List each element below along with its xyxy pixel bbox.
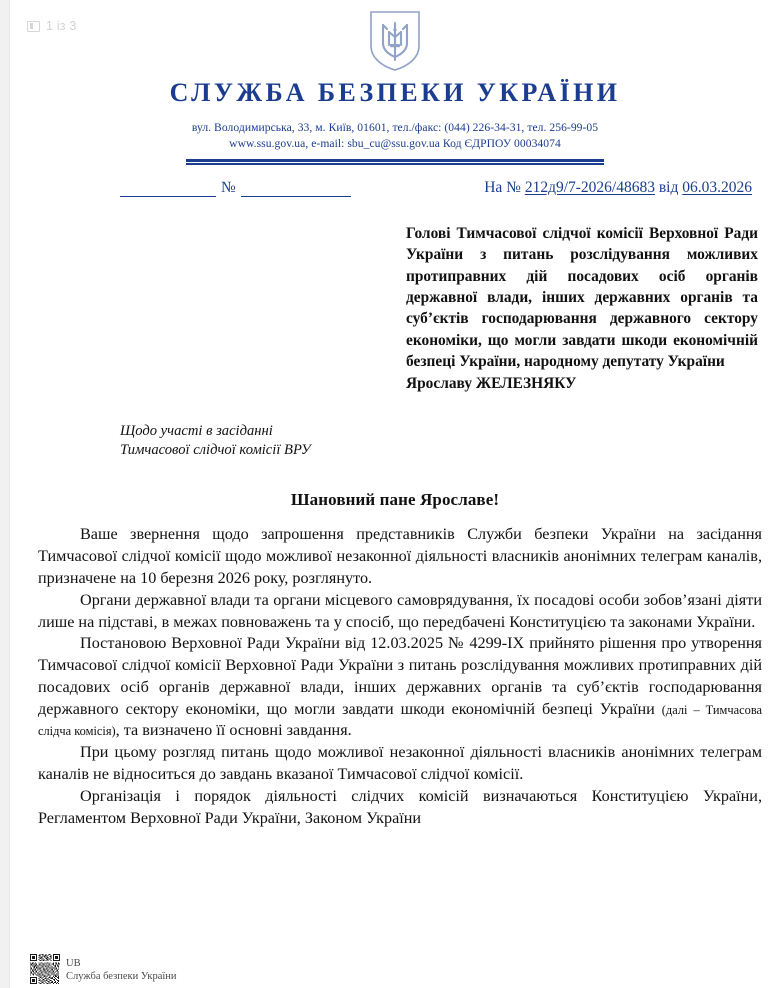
signature-stamp <box>30 954 177 984</box>
paragraph-3: При цьому розгляд питань щодо можливої незаконної діяльності власників анонімних телеграм каналів не відноситься до завдань вказаної Тимчасової слідчої комісії. <box>38 743 762 784</box>
letterhead-divider <box>186 159 604 165</box>
outgoing-date-blank <box>120 181 216 197</box>
paragraph-resolution <box>38 633 762 742</box>
page-indicator-label: 1 із 3 <box>46 19 77 33</box>
letterhead <box>10 0 780 165</box>
paragraph-2: Органи державної влади та органи місцевого самоврядування, їх посадові особи зобов’язані діяти лише на підставі, в межах повноважень та у спосіб, що передбачені Конституцією та законами України. <box>38 590 762 631</box>
resolution-part-1: Постановою Верховної Ради України від 12.03.2025 № 4299-IX прийнято рішення про утворення Тимчасової слідчої комісії Верховної Ради України з питань розслідування можливих протиправних дій посадових осіб органів державної влади, інших державних органів та суб’єктів господарювання державного сектору економіки, що могли завдати шкоди економічній безпеці України <box>38 634 762 718</box>
reply-number: 212д9/7-2026/48683 <box>524 178 655 196</box>
subject-line-2: Тимчасової слідчої комісії ВРУ <box>120 442 311 459</box>
resolution-part-2: , та визначено її основні завдання. <box>115 721 352 740</box>
organization-title: СЛУЖБА БЕЗПЕКИ УКРАЇНИ <box>169 78 621 107</box>
paragraph-1: Ваше звернення щодо запрошення представників Служби безпеки України на засідання Тимчасової слідчої комісії щодо можливої незаконної діяльності власників анонімних телеграм каналів, призначене на 10 березня 2026 року, розглянуто. <box>38 525 762 588</box>
reference-row <box>10 179 780 205</box>
address-line: вул. Володимирська, 33, м. Київ, 01601, тел./факс: (044) 226-34-31, тел. 256-99-05 <box>191 121 599 134</box>
paragraph-4: Організація і порядок діяльності слідчих комісій визначаються Конституцією України, Регламентом Верховної Ради України, Законом України <box>38 786 762 827</box>
reply-prefix: На № <box>484 178 521 196</box>
qr-code <box>30 954 60 984</box>
addressee-body: Голові Тимчасової слідчої комісії Верховної Ради України з питань розслідування можливих протиправних дій посадових осіб органів державної влади, інших державних органів та суб’єктів господарювання державного сектору економіки, що могли завдати шкоди економічній безпеці України, народному депутату України <box>406 224 758 371</box>
divider-thin-line <box>186 163 604 164</box>
pages-icon <box>27 21 40 32</box>
ukraine-trident-emblem <box>368 10 422 72</box>
subject-block <box>120 422 780 461</box>
subject-line-1: Щодо участі в засіданні <box>120 422 273 439</box>
date-prefix: від <box>658 178 679 196</box>
reply-date: 06.03.2026 <box>682 178 752 196</box>
document-page <box>10 0 780 988</box>
stamp-line-1: UB <box>66 958 81 969</box>
incoming-reference <box>484 179 752 197</box>
outgoing-number-blank <box>241 181 351 197</box>
salutation: Шановний пане Ярославе! <box>290 490 500 510</box>
resolution-note: (далі – Тимчасова слідча комісія) <box>38 702 763 739</box>
contact-info <box>10 120 780 153</box>
stamp-text <box>66 954 177 983</box>
outgoing-reference <box>120 179 351 197</box>
web-email-line: www.ssu.gov.ua, e-mail: sbu_cu@ssu.gov.ua Код ЄДРПОУ 00034074 <box>229 137 561 151</box>
viewer-left-gutter <box>0 0 10 988</box>
addressee-block <box>406 223 758 394</box>
letter-body <box>38 524 762 829</box>
page-indicator <box>27 19 77 33</box>
number-symbol: № <box>221 178 236 196</box>
stamp-line-2: Служба безпеки України <box>66 971 177 983</box>
addressee-name: Ярославу ЖЕЛЕЗНЯКУ <box>406 374 577 392</box>
